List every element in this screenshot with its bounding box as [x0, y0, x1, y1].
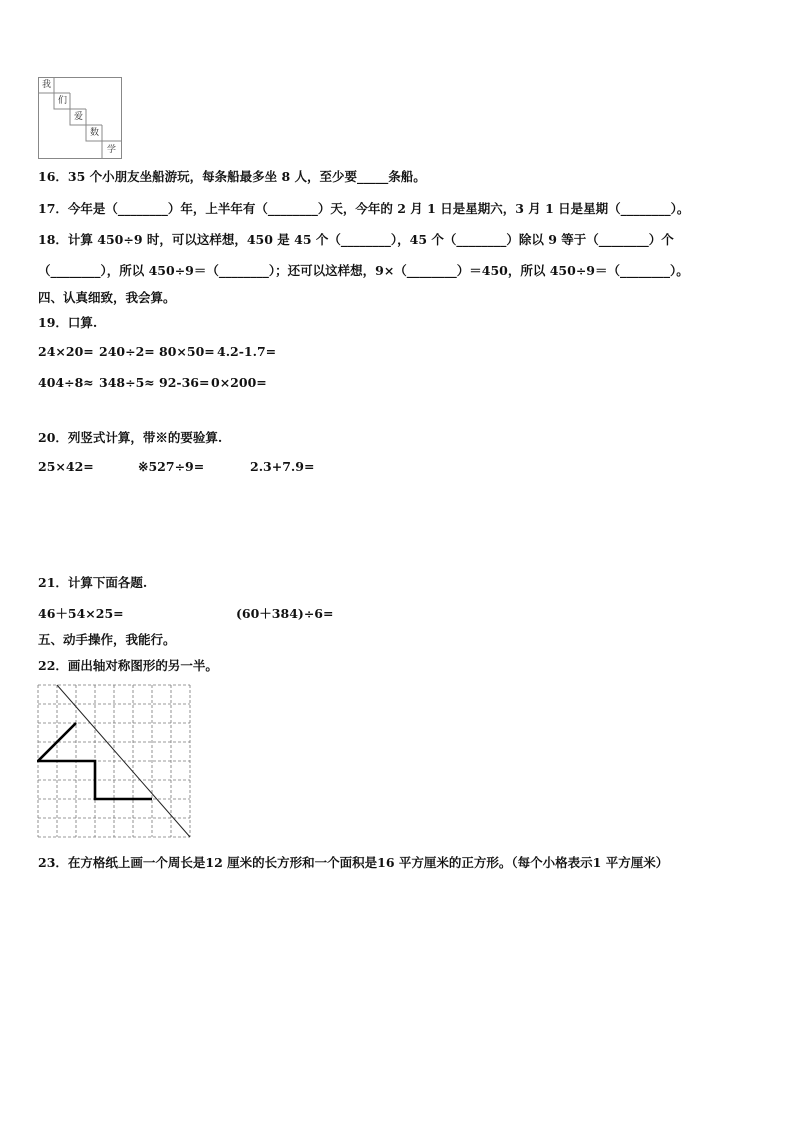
question-21-title: 21．计算下面各题. [38, 575, 148, 590]
q19-row1-item2: 240÷2= [99, 344, 155, 359]
question-18-line-1: 18．计算 450÷9 时，可以这样想，450 是 45 个（________），45 个（________）除以 9 等于（________）个 [38, 232, 674, 247]
q19-row2-item2: 348÷5≈ [99, 375, 155, 390]
q19-row2-item4: 0×200= [211, 375, 267, 390]
q19-row2-item1: 404÷8≈ [38, 375, 94, 390]
symmetry-grid-figure [37, 684, 193, 840]
stair-char-5: 学 [106, 145, 116, 155]
q21-item1: 46＋54×25= [38, 606, 124, 621]
stair-char-2: 们 [57, 96, 67, 106]
q21-item2: (60＋384)÷6= [236, 606, 334, 621]
question-23: 23．在方格纸上画一个周长是12 厘米的长方形和一个面积是16 平方厘米的正方形。（每个小格表示1 平方厘米） [38, 855, 669, 870]
stair-char-3: 爱 [73, 112, 83, 122]
q20-item3: 2.3+7.9= [250, 459, 315, 474]
q20-item1: 25×42= [38, 459, 94, 474]
stair-character-figure [38, 77, 122, 159]
q19-row2-item3: 92-36= [159, 375, 210, 390]
question-17: 17．今年是（________）年，上半年有（________）天，今年的 2 月 1 日是星期六，3 月 1 日是星期（________）。 [38, 201, 690, 216]
question-22-title: 22．画出轴对称图形的另一半。 [38, 658, 218, 673]
q20-item2: ※527÷9= [138, 459, 205, 474]
stair-char-4: 数 [89, 128, 99, 138]
symmetry-grid [37, 684, 193, 840]
q19-row1-item4: 4.2-1.7= [217, 344, 277, 359]
question-20-title: 20．列竖式计算，带※的要验算. [38, 430, 223, 445]
question-18-line-2: （________），所以 450÷9＝（________）；还可以这样想，9×（________）＝450，所以 450÷9＝（________）。 [38, 263, 689, 278]
question-19-title: 19．口算. [38, 315, 98, 330]
q19-row1-item3: 80×50= [159, 344, 215, 359]
section-4-heading: 四、认真细致，我会算。 [38, 290, 176, 305]
q19-row1-item1: 24×20= [38, 344, 94, 359]
section-5-heading: 五、动手操作，我能行。 [38, 632, 176, 647]
stair-char-1: 我 [41, 80, 51, 90]
question-16: 16．35 个小朋友坐船游玩，每条船最多坐 8 人，至少要_____条船。 [38, 169, 426, 184]
